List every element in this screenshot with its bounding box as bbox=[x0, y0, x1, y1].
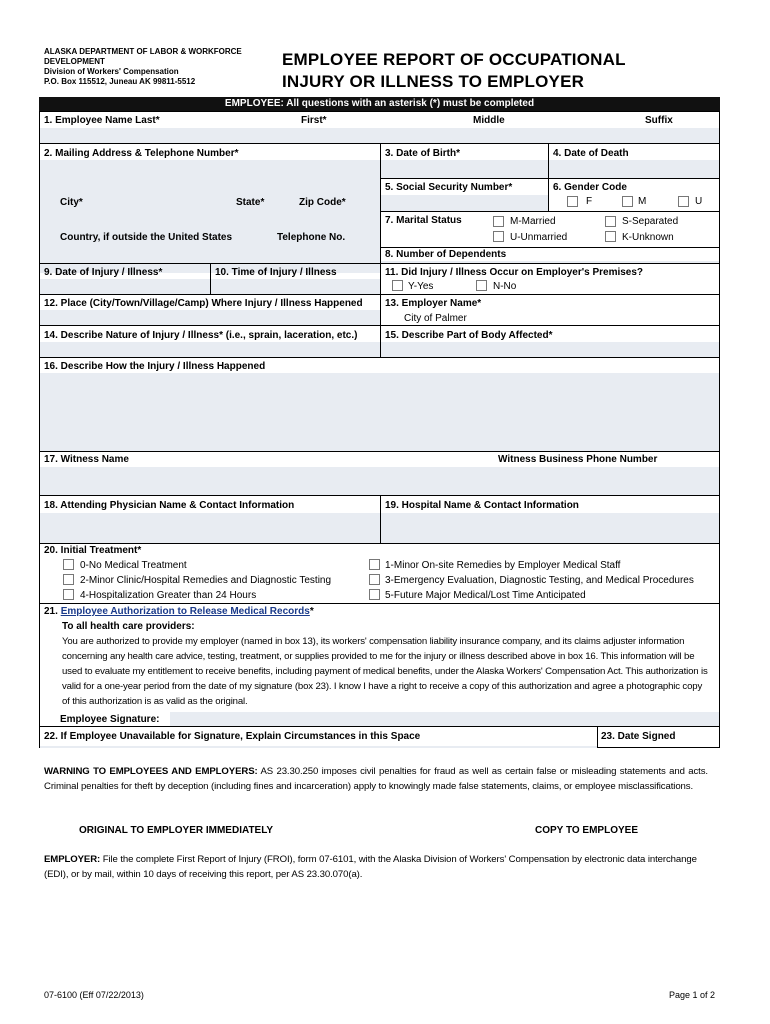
instruction-banner: EMPLOYEE: All questions with an asterisk (*) must be completed bbox=[39, 97, 720, 111]
field-1-first-name: First* bbox=[301, 115, 327, 126]
ssn-input[interactable] bbox=[381, 195, 548, 211]
field-7-marital-status: 7. Marital Status bbox=[385, 215, 462, 226]
treatment-3-label: 3-Emergency Evaluation, Diagnostic Testing, and Medical Procedures bbox=[385, 575, 694, 586]
premises-no-label: N-No bbox=[493, 281, 517, 292]
agency-name-line1: ALASKA DEPARTMENT OF LABOR & WORKFORCE bbox=[44, 47, 242, 56]
place-input[interactable] bbox=[40, 310, 380, 325]
marital-unknown-label: K-Unknown bbox=[622, 232, 674, 243]
treatment-0-checkbox[interactable] bbox=[63, 559, 74, 570]
gender-m-checkbox[interactable] bbox=[622, 196, 633, 207]
witness-phone-label: Witness Business Phone Number bbox=[498, 454, 658, 465]
treatment-2-checkbox[interactable] bbox=[63, 574, 74, 585]
unavailable-input[interactable] bbox=[40, 746, 597, 748]
marital-married-checkbox[interactable] bbox=[493, 216, 504, 227]
treatment-4-label: 4-Hospitalization Greater than 24 Hours bbox=[80, 590, 257, 601]
state-label: State* bbox=[236, 197, 265, 208]
toi-input[interactable] bbox=[211, 279, 380, 294]
treatment-0-label: 0-No Medical Treatment bbox=[80, 560, 187, 571]
report-form bbox=[39, 111, 720, 748]
field-13-employer-name: 13. Employer Name* bbox=[385, 298, 482, 309]
warning-lead: WARNING TO EMPLOYEES AND EMPLOYERS: bbox=[44, 766, 258, 777]
field-21-authorization bbox=[44, 606, 314, 618]
field-1-employee-name-last: 1. Employee Name Last* bbox=[44, 115, 160, 126]
field-1-suffix: Suffix bbox=[645, 115, 673, 126]
field-20-initial-treatment: 20. Initial Treatment* bbox=[44, 545, 142, 556]
marital-unknown-checkbox[interactable] bbox=[605, 231, 616, 242]
field-5-ssn: 5. Social Security Number* bbox=[385, 182, 513, 193]
marital-separated-checkbox[interactable] bbox=[605, 216, 616, 227]
premises-no-checkbox[interactable] bbox=[476, 280, 487, 291]
gender-m-label: M bbox=[638, 196, 647, 207]
agency-block bbox=[44, 47, 264, 87]
division-name: Division of Workers' Compensation bbox=[44, 67, 179, 76]
field-17-witness-name: 17. Witness Name bbox=[44, 454, 129, 465]
marital-separated-label: S-Separated bbox=[622, 216, 679, 227]
gender-u-label: U bbox=[695, 196, 703, 207]
treatment-5-checkbox[interactable] bbox=[369, 589, 380, 600]
form-title-line2: INJURY OR ILLNESS TO EMPLOYER bbox=[282, 72, 585, 91]
field-8-dependents: 8. Number of Dependents bbox=[385, 249, 507, 260]
dob-input[interactable] bbox=[381, 160, 548, 178]
field-2-mailing-address: 2. Mailing Address & Telephone Number* bbox=[44, 148, 239, 159]
field-3-date-of-birth: 3. Date of Birth* bbox=[385, 148, 461, 159]
treatment-1-label: 1-Minor On-site Remedies by Employer Medical Staff bbox=[385, 560, 621, 571]
country-label: Country, if outside the United States bbox=[60, 232, 233, 243]
treatment-2-label: 2-Minor Clinic/Hospital Remedies and Diagnostic Testing bbox=[80, 575, 332, 586]
physician-input[interactable] bbox=[40, 513, 380, 543]
dod-input[interactable] bbox=[549, 160, 719, 178]
agency-name-line2: DEVELOPMENT bbox=[44, 57, 105, 66]
form-number: 07-6100 (Eff 07/22/2013) bbox=[44, 990, 144, 1000]
field-22-unavailable: 22. If Employee Unavailable for Signature, Explain Circumstances in this Space bbox=[44, 731, 421, 742]
employer-text: File the complete First Report of Injury (FROI), form 07-6101, with the Alaska Division of Workers' Compensation by electronic data interchange (EDI), or by mail, within 10 days of receiving this report, per AS 23.30.070(a). bbox=[44, 854, 697, 880]
treatment-3-checkbox[interactable] bbox=[369, 574, 380, 585]
mailing-input-area[interactable] bbox=[40, 160, 380, 273]
authorization-asterisk: * bbox=[309, 606, 314, 617]
warning-paragraph bbox=[44, 764, 708, 794]
warning-text: AS 23.30.250 imposes civil penalties for fraud as well as certain false or misleading statements and acts. Criminal penalties for theft by deception (including fines and incarceration) apply to knowingly made false statements, claims, or employee misclassifications. bbox=[44, 766, 708, 792]
agency-address: P.O. Box 115512, Juneau AK 99811-5512 bbox=[44, 77, 196, 86]
premises-yes-checkbox[interactable] bbox=[392, 280, 403, 291]
providers-heading: To all health care providers: bbox=[62, 621, 195, 632]
employee-signature-label: Employee Signature: bbox=[60, 714, 160, 725]
field-11-employer-premises: 11. Did Injury / Illness Occur on Employer's Premises? bbox=[385, 267, 644, 278]
field-6-gender-code: 6. Gender Code bbox=[553, 182, 627, 193]
field-16-how-it-happened: 16. Describe How the Injury / Illness Happened bbox=[44, 361, 266, 372]
field-10-time-of-injury: 10. Time of Injury / Illness bbox=[215, 267, 337, 278]
field-1-middle-name: Middle bbox=[473, 115, 505, 126]
original-to-employer: ORIGINAL TO EMPLOYER IMMEDIATELY bbox=[79, 825, 274, 836]
field-14-nature-of-injury: 14. Describe Nature of Injury / Illness* (i.e., sprain, laceration, etc.) bbox=[44, 330, 358, 341]
field-9-date-of-injury: 9. Date of Injury / Illness* bbox=[44, 267, 163, 278]
authorization-number: 21. bbox=[44, 606, 61, 617]
marital-married-label: M-Married bbox=[510, 216, 556, 227]
form-title bbox=[282, 49, 626, 93]
gender-f-label: F bbox=[586, 196, 593, 207]
nature-input[interactable] bbox=[40, 342, 380, 357]
treatment-4-checkbox[interactable] bbox=[63, 589, 74, 600]
field-18-physician: 18. Attending Physician Name & Contact Information bbox=[44, 500, 295, 511]
telephone-label: Telephone No. bbox=[277, 232, 346, 243]
treatment-1-checkbox[interactable] bbox=[369, 559, 380, 570]
field-15-body-part: 15. Describe Part of Body Affected* bbox=[385, 330, 553, 341]
field-19-hospital: 19. Hospital Name & Contact Information bbox=[385, 500, 579, 511]
employer-name-value[interactable]: City of Palmer bbox=[404, 313, 467, 324]
page-number: Page 1 of 2 bbox=[669, 990, 716, 1000]
signature-input[interactable] bbox=[170, 712, 719, 726]
field-4-date-of-death: 4. Date of Death bbox=[553, 148, 629, 159]
doi-input[interactable] bbox=[40, 279, 210, 294]
hospital-input[interactable] bbox=[381, 513, 719, 543]
gender-u-checkbox[interactable] bbox=[678, 196, 689, 207]
form-title-line1: EMPLOYEE REPORT OF OCCUPATIONAL bbox=[282, 50, 626, 69]
marital-unmarried-label: U-Unmarried bbox=[510, 232, 568, 243]
how-input[interactable] bbox=[40, 373, 719, 451]
employer-instructions bbox=[44, 852, 712, 882]
city-label: City* bbox=[60, 197, 83, 208]
authorization-link[interactable]: Employee Authorization to Release Medical Records bbox=[60, 606, 310, 617]
field-12-place-of-injury: 12. Place (City/Town/Village/Camp) Where Injury / Illness Happened bbox=[44, 298, 363, 309]
gender-f-checkbox[interactable] bbox=[567, 196, 578, 207]
premises-yes-label: Y-Yes bbox=[408, 281, 434, 292]
zip-code-label: Zip Code* bbox=[299, 197, 346, 208]
copy-to-employee: COPY TO EMPLOYEE bbox=[535, 825, 638, 836]
employer-lead: EMPLOYER: bbox=[44, 854, 101, 865]
marital-unmarried-checkbox[interactable] bbox=[493, 231, 504, 242]
treatment-5-label: 5-Future Major Medical/Lost Time Anticipated bbox=[385, 590, 586, 601]
name-input-area[interactable] bbox=[40, 128, 719, 143]
witness-input[interactable] bbox=[40, 467, 719, 495]
authorization-text: You are authorized to provide my employer (named in box 13), its workers' compensation liability insurance company, and its claims adjuster information concerning any health care advice, testing, treatment, or supplies provided to me for the injury or illness described above in box 16. This information will be used to evaluate my entitlement to receive benefits, including payment of medical benefits, under the Alaska Workers' Compensation Act. This authorization is valid for a one-year period from the date of my signature (box 23). I know I have a right to receive a copy of this authorization and agree a photographic copy of this authorization is as valid as the original. bbox=[62, 636, 708, 707]
body-part-input[interactable] bbox=[381, 342, 719, 357]
field-23-date-signed: 23. Date Signed bbox=[601, 731, 676, 742]
